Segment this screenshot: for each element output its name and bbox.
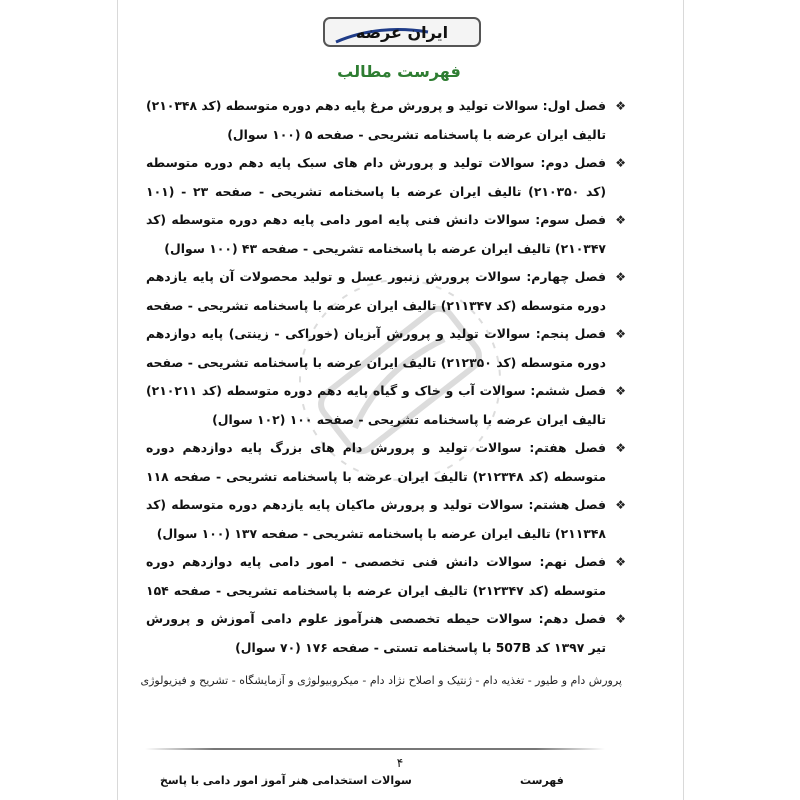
footer-divider <box>145 748 605 750</box>
toc-entry-text: فصل اول: سوالات تولید و پرورش مرغ پایه دهم دوره متوسطه (کد ۲۱۰۳۴۸) تالیف ایران عرضه با پاسخنامه تشریحی - صفحه ۵ (۱۰۰ سوال) <box>146 98 606 142</box>
diamond-bullet-icon: ❖ <box>615 99 626 113</box>
toc-entry[interactable] <box>146 434 626 491</box>
toc-entry[interactable] <box>146 377 626 434</box>
toc-entry-text: فصل نهم: سوالات دانش فنی تخصصی - امور دامی پایه دوازدهم دوره متوسطه (کد ۲۱۲۳۴۷) تالیف ایران عرضه با پاسخنامه تشریحی - صفحه ۱۵۴ <box>146 554 606 598</box>
diamond-bullet-icon: ❖ <box>615 612 626 626</box>
toc-entry[interactable] <box>146 92 626 149</box>
page-number: ۴ <box>396 756 404 770</box>
toc-entry-text: فصل هشتم: سوالات تولید و پرورش ماکیان پایه یازدهم دوره متوسطه (کد ۲۱۱۳۴۸) تالیف ایران عرضه با پاسخنامه تشریحی - صفحه ۱۳۷ (۱۰۰ سوال) <box>146 497 606 541</box>
toc-entry[interactable] <box>146 548 626 605</box>
iranarze-logo <box>318 12 486 52</box>
diamond-bullet-icon: ❖ <box>615 498 626 512</box>
toc-entry[interactable] <box>146 605 626 662</box>
diamond-bullet-icon: ❖ <box>615 213 626 227</box>
toc-list <box>146 92 626 662</box>
diamond-bullet-icon: ❖ <box>615 156 626 170</box>
footer-book-title: سوالات استخدامی هنر آموز امور دامی با پاسخ <box>160 774 412 787</box>
subjects-line: پرورش دام و طیور - تغذیه دام - ژنتیک و اصلاح نژاد دام - میکروبیولوژی و آزمایشگاه - تشریح و فیزیولوژی <box>140 674 622 687</box>
toc-entry[interactable] <box>146 491 626 548</box>
diamond-bullet-icon: ❖ <box>615 441 626 455</box>
toc-entry-text: فصل دهم: سوالات حیطه تخصصی هنرآموز علوم دامی آموزش و پرورش تیر ۱۳۹۷ کد 507B با پاسخنامه تستی - صفحه ۱۷۶ (۷۰ سوال) <box>146 611 606 655</box>
toc-entry[interactable] <box>146 149 626 206</box>
toc-title-text: فهرست مطالب <box>337 62 461 81</box>
diamond-bullet-icon: ❖ <box>615 270 626 284</box>
logo-text: ایران عرضه <box>355 23 449 42</box>
diamond-bullet-icon: ❖ <box>615 327 626 341</box>
footer-section-name: فهرست <box>520 774 564 787</box>
toc-entry-text: فصل چهارم: سوالات پرورش زنبور عسل و تولید محصولات آن پایه یازدهم دوره متوسطه (کد ۲۱۱۳۴۷) تالیف ایران عرضه با پاسخنامه تشریحی - صفحه <box>146 269 606 313</box>
page-title <box>0 62 800 81</box>
toc-entry[interactable] <box>146 320 626 377</box>
toc-entry-text: فصل پنجم: سوالات تولید و پرورش آبزیان (خوراکی - زینتی) پایه دوازدهم دوره متوسطه (کد ۲۱۲۳۵۰) تالیف ایران عرضه با پاسخنامه تشریحی - صفحه <box>146 326 606 370</box>
toc-entry-text: فصل دوم: سوالات تولید و پرورش دام های سبک پایه دهم دوره متوسطه (کد ۲۱۰۳۵۰) تالیف ایران عرضه با پاسخنامه تشریحی - صفحه ۲۳ - (۱۰۱ <box>146 155 606 199</box>
toc-entry-text: فصل سوم: سوالات دانش فنی پایه امور دامی پایه دهم دوره متوسطه (کد ۲۱۰۳۴۷) تالیف ایران عرضه با پاسخنامه تشریحی - صفحه ۴۳ (۱۰۰ سوال) <box>146 212 606 256</box>
page-border-right <box>683 0 684 800</box>
toc-entry-text: فصل هفتم: سوالات تولید و پرورش دام های بزرگ پایه دوازدهم دوره متوسطه (کد ۲۱۲۳۴۸) تالیف ایران عرضه با پاسخنامه تشریحی - صفحه ۱۱۸ <box>146 440 606 484</box>
toc-entry[interactable] <box>146 263 626 320</box>
diamond-bullet-icon: ❖ <box>615 384 626 398</box>
toc-entry[interactable] <box>146 206 626 263</box>
page-border-left <box>117 0 118 800</box>
diamond-bullet-icon: ❖ <box>615 555 626 569</box>
toc-entry-text: فصل ششم: سوالات آب و خاک و گیاه پایه دهم دوره متوسطه (کد ۲۱۰۲۱۱) تالیف ایران عرضه با پاسخنامه تشریحی - صفحه ۱۰۰ (۱۰۲ سوال) <box>146 383 606 427</box>
